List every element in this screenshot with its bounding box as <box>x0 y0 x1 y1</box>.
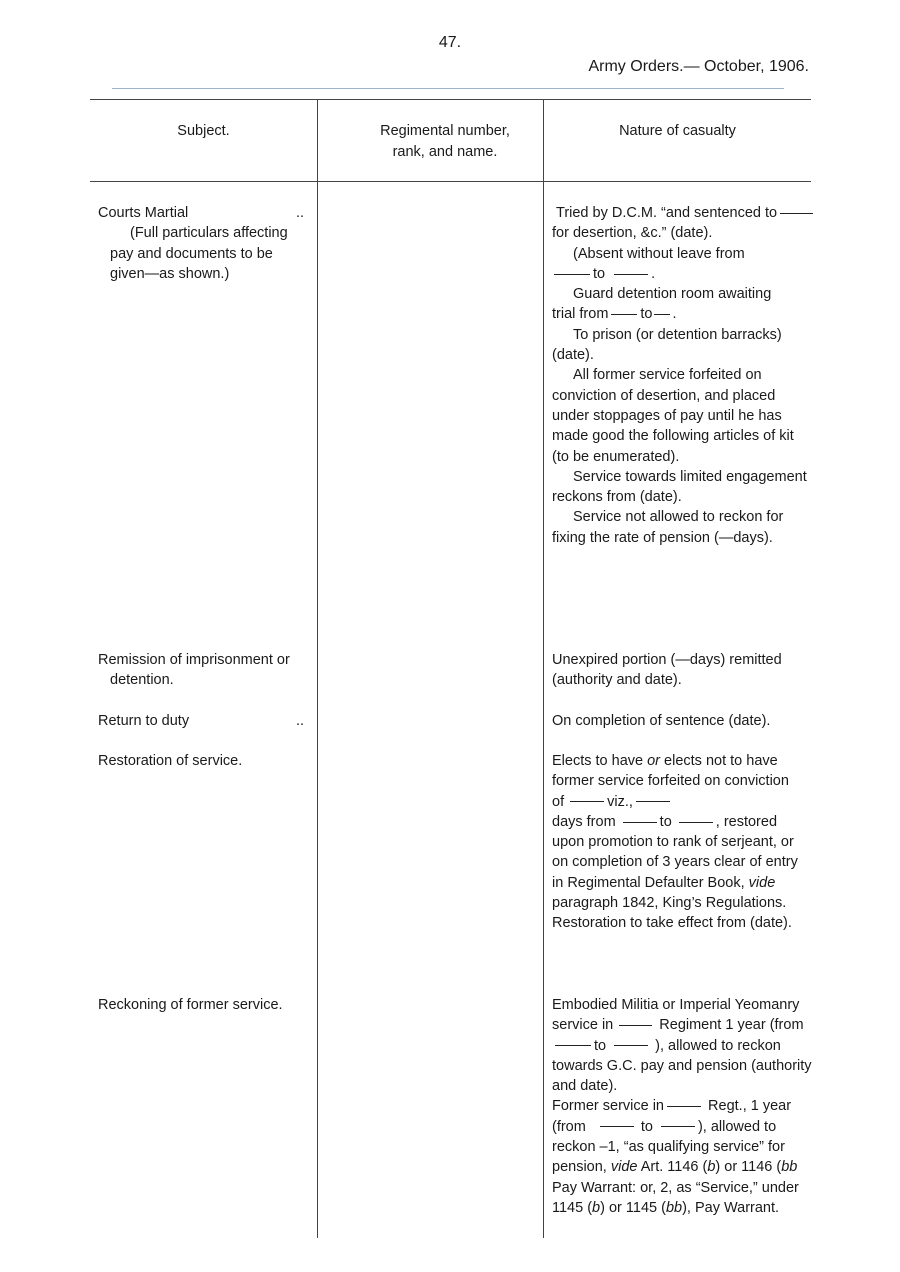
tried-line: Tried by D.C.M. “and sentenced to <box>552 203 810 223</box>
forfeited-text: All former service forfeited on conviction of desertion, and placed under stoppages of pay until he has made good the following articles of kit (to be enumerated). <box>552 367 794 465</box>
guard-line-2: trial from to . <box>552 306 677 323</box>
subject-restoration: Restoration of service. <box>98 753 243 769</box>
militia-text: Embodied Militia or Imperial Yeomanry service in Regiment 1 year (fromto ), allowed to reckon towards G.C. pay and pension (authority and date). <box>552 997 812 1095</box>
nature-return-to-duty: On completion of sentence (date). <box>552 713 771 729</box>
nature-remission: Unexpired portion (—days) remitted (authority and date). <box>552 652 782 689</box>
restoration-text: Elects to have or elects not to have former service forfeited on conviction of viz., days from to , restored upon promotion to rank of serjeant, or on completion of 3 years clear of entry in Regimental Defaulter Book, vide paragraph 1842, King’s Regulations. <box>552 753 798 912</box>
subject-reckoning: Reckoning of former service. <box>98 997 283 1013</box>
blank-line <box>654 314 670 315</box>
subject-label: Return to duty <box>98 713 190 729</box>
nature-courts-martial <box>552 203 810 548</box>
header-rule <box>112 88 784 89</box>
subject-courts-martial <box>98 203 304 284</box>
nature-restoration <box>552 751 804 934</box>
blank-line <box>623 822 657 823</box>
leader-dots: .. <box>295 713 304 729</box>
pension-text: Service not allowed to reckon for fixing the rate of pension (—days). <box>552 509 784 546</box>
restoration-effect: Restoration to take effect from (date). <box>552 915 792 932</box>
blank-line <box>555 1045 591 1046</box>
blank-line <box>667 1106 701 1107</box>
subject-return-to-duty <box>98 711 304 731</box>
blank-line <box>619 1025 652 1026</box>
column-header-regimental: Regimental number, rank, and name. <box>380 123 510 160</box>
prison-line: To prison (or detention barracks) (date). <box>552 326 782 364</box>
column-divider-2 <box>543 99 544 1238</box>
column-header-subject: Subject. <box>177 123 230 139</box>
page-number: 47. <box>438 34 462 51</box>
leader-dots: .. <box>295 205 304 221</box>
subject-note: (Full particulars affecting pay and documents to be given—as shown.) <box>110 225 288 282</box>
blank-line <box>554 274 590 275</box>
tried-line-2: for desertion, &c.” (date). <box>552 225 713 242</box>
nature-reckoning <box>552 995 814 1218</box>
subject-label: Courts Martial <box>98 205 189 221</box>
blank-line <box>780 213 813 214</box>
blank-line <box>611 314 637 315</box>
blank-line <box>614 1045 648 1046</box>
blank-line <box>600 1126 634 1127</box>
guard-line: Guard detention room awaiting <box>573 286 772 303</box>
subject-remission: Remission of imprisonment or detention. <box>98 652 290 689</box>
column-header-nature: Nature of casualty <box>619 123 736 139</box>
table-header-rule <box>90 181 811 182</box>
table-top-rule <box>90 99 811 100</box>
blank-line <box>679 822 713 823</box>
former-service-text: Former service in Regt., 1 year (from to ), allowed to reckon –1, “as qualifying service” for pension, vide Art. 1146 (b) or 1146 (bb Pay Warrant: or, 2, as “Service,” under 1145 (b) or 1145 (bb), Pay Warrant. <box>552 1098 799 1216</box>
absent-line: (Absent without leave from <box>573 245 745 262</box>
blank-line <box>614 274 648 275</box>
blank-line <box>636 801 670 802</box>
running-head: Army Orders.— October, 1906. <box>588 58 809 75</box>
limited-text: Service towards limited engagement reckons from (date). <box>552 468 807 506</box>
blank-line <box>661 1126 695 1127</box>
absent-line-2: to . <box>552 264 810 284</box>
blank-line <box>570 801 604 802</box>
